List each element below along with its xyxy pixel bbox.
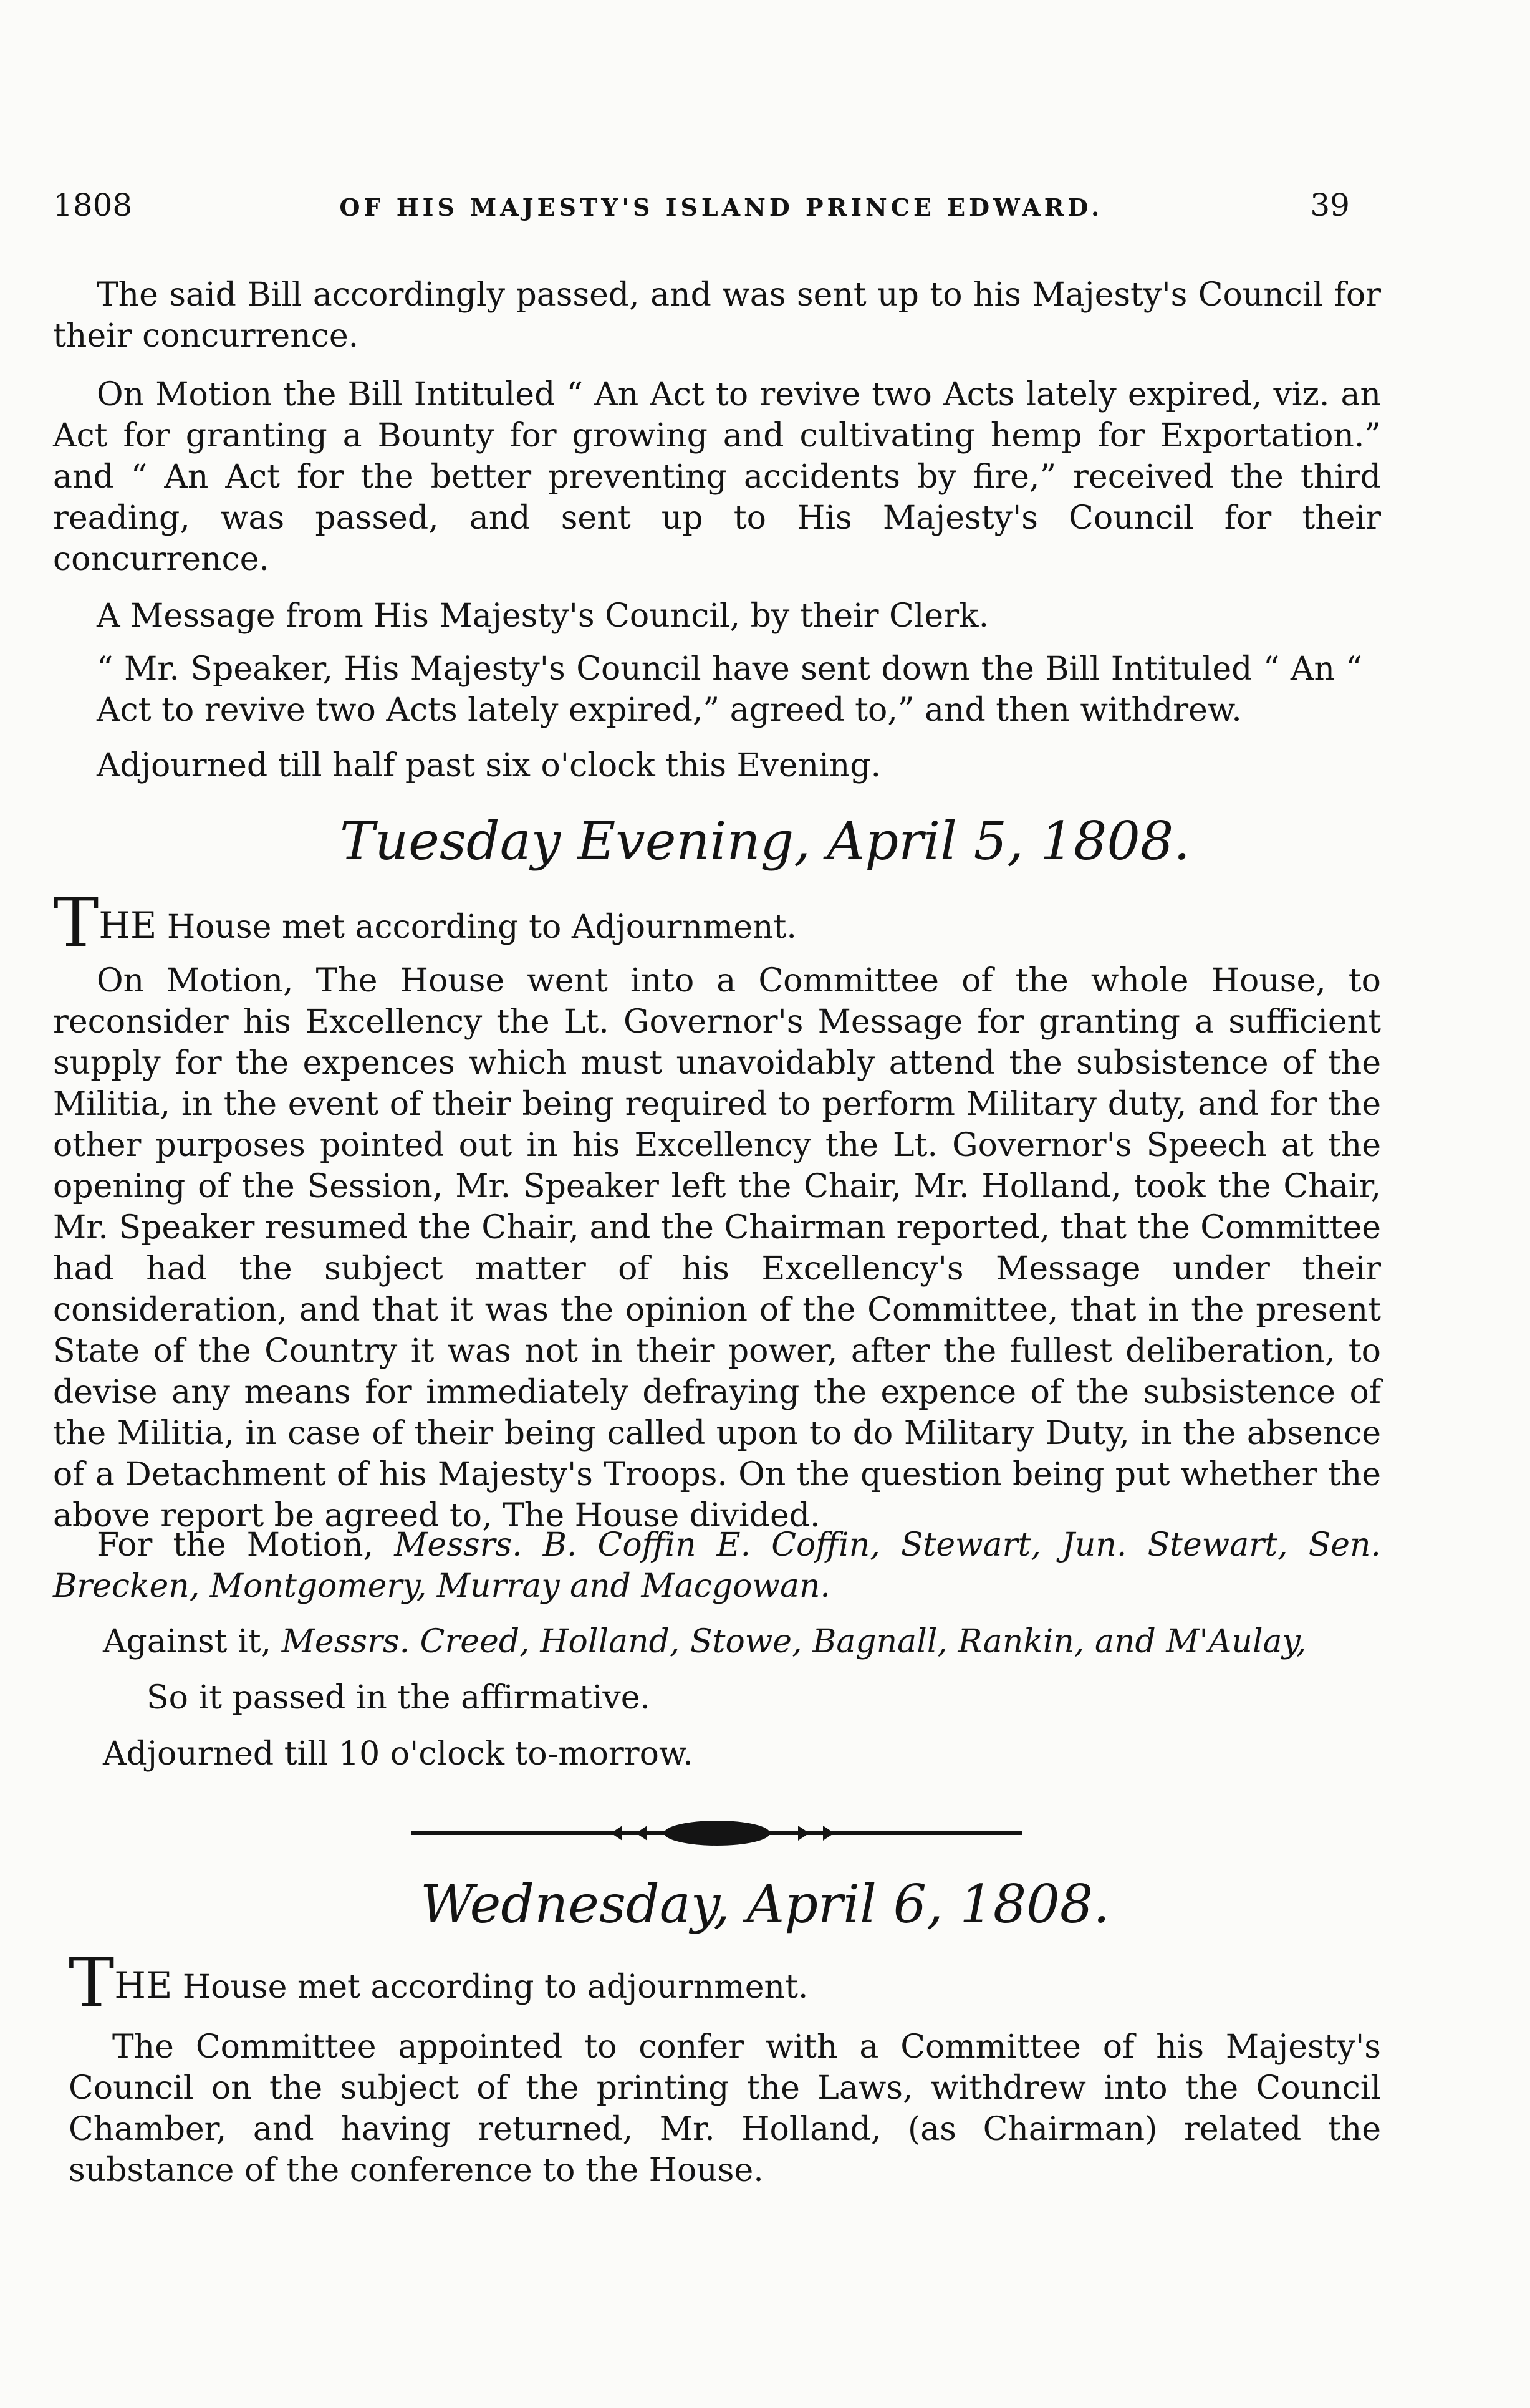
paragraph-printing-laws: The Committee appointed to confer with a Committee of his Majesty's Council on the subject of the printing the Laws, withdrew into the Council Chamber, and having returned, Mr. Holland, (as Chairman) related the substance of the conference to the House. — [69, 2028, 1381, 2189]
opening-line-tuesday — [53, 883, 1381, 963]
paragraph-hemp-bill: On Motion the Bill Intituled “ An Act to revive two Acts lately expired, viz. an Act for granting a Bounty for growing and cultivating hemp for Exportation.” and “ An Act for the better preventing accidents by fire,” received the third reading, was passed, and sent up to His Majesty's Council for their concurrence. — [53, 376, 1381, 578]
opening-small-caps: HE — [99, 904, 157, 946]
paragraph-affirmative: So it passed in the affirmative. — [147, 1679, 651, 1717]
for-motion-names: Messrs. B. Coffin E. Coffin, Stewart, Jun. Stewart, Sen. Brecken, Montgomery, Murray and Macgowan. — [53, 1526, 1382, 1605]
ornamental-rule — [405, 1814, 1029, 1852]
paragraph-bill-passed: The said Bill accordingly passed, and was sent up to his Majesty's Council for their concurrence. — [53, 276, 1381, 355]
paragraph-adjourned-evening: Adjourned till half past six o'clock this Evening. — [97, 747, 882, 784]
opening-text: House met according to adjournment. — [182, 1968, 809, 2006]
paragraph-for-motion — [53, 1524, 1381, 1607]
paragraph-against-motion — [103, 1621, 1381, 1662]
against-label: Against it, — [103, 1623, 272, 1660]
for-motion-label: For the Motion, — [97, 1526, 374, 1564]
running-head — [53, 187, 1350, 223]
paragraph-speaker-quote: “ Mr. Speaker, His Majesty's Council have sent down the Bill Intituled “ An “ Act to revive two Acts lately expired,” agreed to,” and then withdrew. — [97, 650, 1362, 729]
paragraph-council-message: A Message from His Majesty's Council, by their Clerk. — [97, 597, 989, 635]
opening-line-wednesday — [69, 1943, 1378, 2023]
page-number: 39 — [1310, 187, 1350, 223]
header-title: OF HIS MAJESTY'S ISLAND PRINCE EDWARD. — [339, 193, 1104, 221]
date-heading-tuesday: Tuesday Evening, April 5, 1808. — [339, 811, 1190, 872]
paragraph-militia-motion: On Motion, The House went into a Committee of the whole House, to reconsider his Excellency the Lt. Governor's Message for granting a sufficient supply for the expences which must unavoidably attend the subsistence of the Militia, in the event of their being required to perform Military duty, and for the other purposes pointed out in his Excellency the Lt. Governor's Speech at the opening of the Session, Mr. Speaker left the Chair, Mr. Holland, took the Chair, Mr. Speaker resumed the Chair, and the Chairman reported, that the Committee had had the subject matter of his Excellency's Message under their consideration, and that it was the opinion of the Committee, that in the present State of the Country it was not in their power, after the fullest deliberation, to devise any means for immediately defraying the expence of the subsistence of the Militia, in case of their being called upon to do Military Duty, in the absence of a Detachment of his Majesty's Troops. On the question being put whether the above report be agreed to, The House divided. — [53, 962, 1381, 1534]
opening-small-caps: HE — [114, 1964, 173, 2006]
date-heading-wednesday: Wednesday, April 6, 1808. — [420, 1874, 1110, 1935]
header-year: 1808 — [53, 187, 133, 223]
drop-cap: T — [53, 883, 99, 963]
drop-cap: T — [69, 1943, 115, 2023]
against-names: Messrs. Creed, Holland, Stowe, Bagnall, Rankin, and M'Aulay, — [281, 1623, 1307, 1660]
paragraph-adjourned-tomorrow: Adjourned till 10 o'clock to-morrow. — [103, 1735, 693, 1773]
opening-text: House met according to Adjournment. — [166, 908, 797, 946]
